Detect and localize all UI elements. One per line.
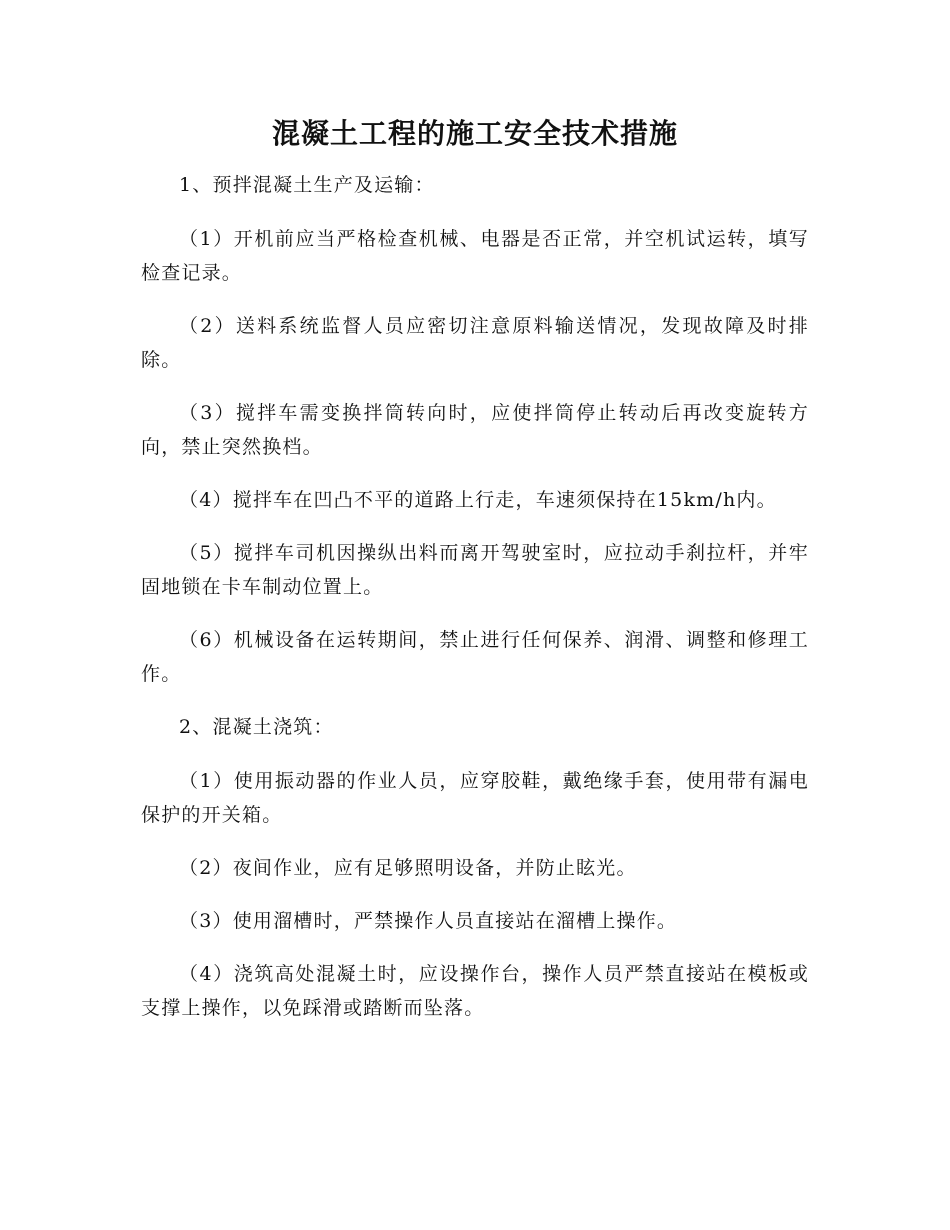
paragraph-2-1: （1）使用振动器的作业人员，应穿胶鞋，戴绝缘手套，使用带有漏电保护的开关箱。 [141,770,809,826]
document-title: 混凝土工程的施工安全技术措施 [271,117,678,150]
section-heading-1: 1、预拌混凝土生产及运输： [179,174,435,196]
section-heading-2: 2、混凝土浇筑： [179,716,334,738]
paragraph-1-3: （3）搅拌车需变换拌筒转向时，应使拌筒停止转动后再改变旋转方向，禁止突然换档。 [141,402,809,458]
paragraph-2-4: （4）浇筑高处混凝土时，应设操作台，操作人员严禁直接站在模板或支撑上操作，以免踩滑或踏断而坠落。 [141,963,809,1019]
paragraph-2-2: （2）夜间作业，应有足够照明设备，并防止眩光。 [179,857,637,879]
paragraph-1-1: （1）开机前应当严格检查机械、电器是否正常，并空机试运转，填写检查记录。 [141,228,809,284]
paragraph-1-4: （4）搅拌车在凹凸不平的道路上行走，车速须保持在15km/h内。 [179,489,777,511]
paragraph-1-2: （2）送料系统监督人员应密切注意原料输送情况，发现故障及时排除。 [141,315,809,371]
paragraph-1-5: （5）搅拌车司机因操纵出料而离开驾驶室时，应拉动手刹拉杆，并牢固地锁在卡车制动位置上。 [141,542,809,598]
paragraph-2-3: （3）使用溜槽时，严禁操作人员直接站在溜槽上操作。 [179,910,678,932]
paragraph-1-6: （6）机械设备在运转期间，禁止进行任何保养、润滑、调整和修理工作。 [141,629,809,685]
document-body [141,168,809,1044]
